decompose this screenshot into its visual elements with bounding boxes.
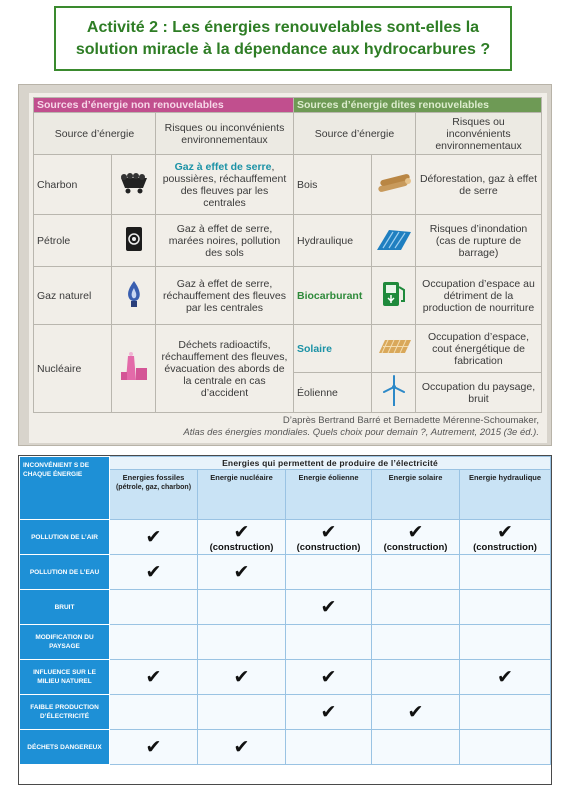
dam-icon (372, 215, 416, 267)
matrix-cell (286, 555, 372, 590)
matrix-cell (198, 555, 286, 590)
header-source-right: Source d’énergie (294, 113, 416, 155)
matrix-column-header (286, 470, 372, 520)
column-name: Energies fossiles (122, 473, 185, 482)
matrix-cell (372, 730, 460, 765)
column-name: Energie solaire (388, 473, 443, 482)
coal-cart-icon (112, 155, 156, 215)
matrix-cell (286, 520, 372, 555)
matrix-cell (372, 695, 460, 730)
construction-note: (construction) (473, 541, 537, 553)
matrix-cell (286, 730, 372, 765)
matrix-column-header (198, 470, 286, 520)
matrix-column-header (372, 470, 460, 520)
check-mark-icon: ✔ (497, 520, 513, 543)
matrix-cell (110, 660, 198, 695)
band-renewable: Sources d’énergie dites renouvelables (294, 98, 542, 113)
activity-title (76, 17, 490, 61)
check-mark-icon: ✔ (233, 666, 250, 688)
textbook-photo (18, 84, 552, 446)
matrix-cell (372, 625, 460, 660)
check-mark-icon: ✔ (320, 666, 337, 688)
risk-text (156, 155, 294, 215)
matrix-cell (286, 695, 372, 730)
matrix-cell (460, 590, 551, 625)
title-line-1: Activité 2 : Les énergies renouvelables sont-elles la (86, 18, 480, 36)
matrix-cell (460, 660, 551, 695)
gas-flame-icon (112, 267, 156, 325)
matrix-cell (372, 660, 460, 695)
risk-text: Occupation d’espace au détriment de la production de nourriture (416, 267, 542, 325)
column-name: Energie éolienne (298, 473, 359, 482)
textbook-page (29, 93, 547, 443)
matrix-cell (198, 590, 286, 625)
matrix-row (20, 730, 551, 765)
construction-note: (construction) (296, 541, 361, 553)
matrix-cell (460, 625, 551, 660)
matrix-cell (198, 660, 286, 695)
risk-text: Gaz à effet de serre, réchauffement des fleuves par les centrales (156, 267, 294, 325)
check-mark-icon: ✔ (233, 561, 250, 583)
matrix-cell (460, 695, 551, 730)
check-mark-icon: ✔ (145, 666, 162, 688)
energy-risks-table (33, 97, 542, 413)
wind-turbine-icon (372, 373, 416, 413)
check-mark-icon: ✔ (233, 520, 250, 543)
matrix-cell (460, 555, 551, 590)
check-mark-icon: ✔ (145, 526, 162, 548)
source-name: Hydraulique (294, 215, 372, 267)
matrix-row-label: POLLUTION DE L’AIR (20, 520, 110, 555)
matrix-cell (110, 590, 198, 625)
source-name: Bois (294, 155, 372, 215)
risk-rest: , poussières, réchauffement des fleuves par les centrales (162, 160, 287, 209)
check-mark-icon: ✔ (320, 520, 337, 543)
risk-text: Risques d’inondation (cas de rupture de barrage) (416, 215, 542, 267)
risk-highlight: Gaz à effet de serre (174, 160, 272, 173)
matrix-cell (198, 520, 286, 555)
header-source-left: Source d’énergie (34, 113, 156, 155)
matrix-cell (110, 520, 198, 555)
matrix-row (20, 520, 551, 555)
header-risks-left: Risques ou inconvénients environnementaux (156, 113, 294, 155)
matrix-row-label: DÉCHETS DANGEREUX (20, 730, 110, 765)
check-mark-icon: ✔ (320, 701, 337, 723)
wood-logs-icon (372, 155, 416, 215)
caption-line-2: Atlas des énergies mondiales. Quels choix pour demain ?, Autrement, 2015 (3e éd.). (183, 427, 539, 438)
matrix-cell (286, 590, 372, 625)
matrix-cell (372, 555, 460, 590)
nuclear-plant-icon (112, 325, 156, 413)
matrix-row (20, 590, 551, 625)
caption-line-1: D’après Bertrand Barré et Bernadette Mérenne-Schoumaker, (282, 415, 539, 426)
construction-note: (construction) (383, 541, 448, 553)
matrix-row-label: BRUIT (20, 590, 110, 625)
matrix-cell (460, 520, 551, 555)
solar-panel-icon (372, 325, 416, 373)
matrix-cell (372, 520, 460, 555)
matrix-row (20, 555, 551, 590)
source-caption (69, 415, 539, 439)
biofuel-pump-icon (372, 267, 416, 325)
band-nonrenewable: Sources d’énergie non renouvelables (34, 98, 294, 113)
column-name: Energie nucléaire (210, 473, 273, 482)
matrix-corner-label: INCONVÉNIENT S DE CHAQUE ÉNERGIE (20, 457, 110, 520)
matrix-cell (460, 730, 551, 765)
matrix-cell (286, 625, 372, 660)
matrix-cell (198, 695, 286, 730)
matrix-top-header: Energies qui permettent de produire de l’électricité (110, 457, 551, 470)
risk-text: Occupation du paysage, bruit (416, 373, 542, 413)
construction-note: (construction) (209, 541, 274, 553)
risk-text: Occupation d’espace, cout énergétique de fabrication (416, 325, 542, 373)
oil-barrel-icon (112, 215, 156, 267)
matrix-cell (198, 625, 286, 660)
matrix-column-header (110, 470, 198, 520)
matrix-row (20, 695, 551, 730)
activity-title-box (54, 6, 512, 71)
matrix-column-header (460, 470, 551, 520)
matrix-cell (110, 625, 198, 660)
check-mark-icon: ✔ (407, 701, 424, 723)
risk-text: Déforestation, gaz à effet de serre (416, 155, 542, 215)
matrix-row-label: FAIBLE PRODUCTION D’ÉLECTRICITÉ (20, 695, 110, 730)
check-mark-icon: ✔ (497, 666, 513, 688)
inconvenients-matrix-frame (18, 455, 552, 785)
matrix-cell (198, 730, 286, 765)
header-risks-right: Risques ou inconvénients environnementaux (416, 113, 542, 155)
check-mark-icon: ✔ (145, 561, 162, 583)
source-name: Gaz naturel (34, 267, 112, 325)
source-name: Éolienne (294, 373, 372, 413)
risk-text: Gaz à effet de serre, marées noires, pollution des sols (156, 215, 294, 267)
matrix-cell (372, 590, 460, 625)
source-name: Biocarburant (294, 267, 372, 325)
inconvenients-matrix (19, 456, 551, 765)
source-name: Pétrole (34, 215, 112, 267)
matrix-cell (110, 555, 198, 590)
source-name: Solaire (294, 325, 372, 373)
matrix-cell (110, 730, 198, 765)
check-mark-icon: ✔ (233, 736, 250, 758)
source-name: Nucléaire (34, 325, 112, 413)
matrix-row-label: POLLUTION DE L’EAU (20, 555, 110, 590)
title-line-2: solution miracle à la dépendance aux hydrocarbures ? (75, 40, 491, 58)
matrix-cell (110, 695, 198, 730)
source-name: Charbon (34, 155, 112, 215)
check-mark-icon: ✔ (407, 520, 424, 543)
matrix-cell (286, 660, 372, 695)
check-mark-icon: ✔ (320, 596, 337, 618)
risk-text: Déchets radioactifs, réchauffement des fleuves, évacuation des abords de la centrale en cas d’accident (156, 325, 294, 413)
check-mark-icon: ✔ (145, 736, 162, 758)
matrix-row (20, 625, 551, 660)
matrix-row (20, 660, 551, 695)
column-name: Energie hydraulique (468, 473, 542, 482)
matrix-row-label: MODIFICATION DU PAYSAGE (20, 625, 110, 660)
matrix-row-label: INFLUENCE SUR LE MILIEU NATUREL (20, 660, 110, 695)
column-subtitle: (pétrole, gaz, charbon) (115, 484, 192, 491)
